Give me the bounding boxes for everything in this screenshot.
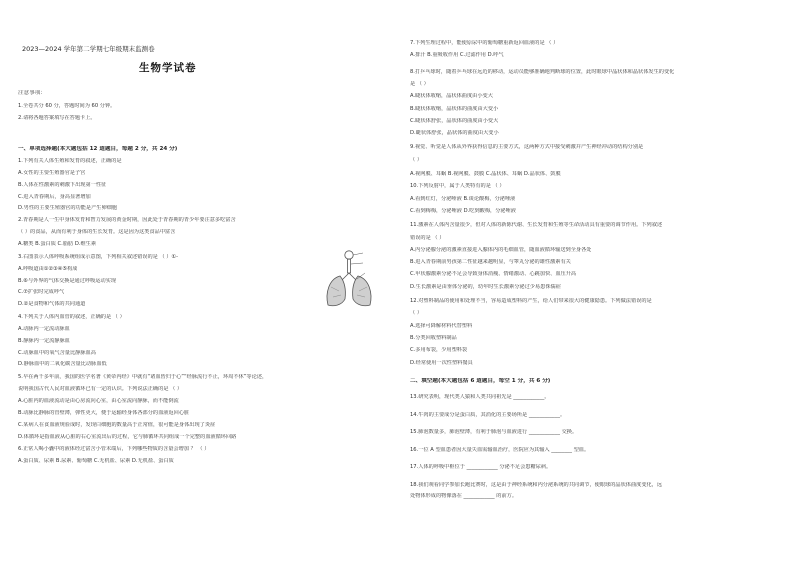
left-question-line-17: D.静脉血中的二氧化碳含量比动脉血低 [18,361,107,368]
notes-heading: 注意事项： [18,90,46,96]
right-question-line-11: 10.下列反射中，属于人类特有的是 （ ） [410,183,505,190]
right-question-line-25: D.经常使用一次性塑料餐具 [410,359,473,366]
left-question-line-9: A.呼吸道由①②③④⑤构成 [18,265,78,272]
right-question-line-13: C.看到梅梅，分泌唾液 D.吃到酸梅，分泌唾液 [410,207,516,214]
left-question-line-4: D.男性的主要生殖器官的功能是产生卵细胞 [18,205,118,212]
fill-question-line-6: 处物体形成的物像落在 ____________ 的前方。 [410,493,518,499]
right-question-line-12: A.看到红灯，分泌唾液 B.谈论酸梅，分泌唾液 [410,195,516,202]
notes-line-1: 1.全卷共分 60 分，答题时间为 60 分钟。 [18,103,116,109]
left-question-line-19: 说明我国古代人民对血液循环已有一定的认识。下列说法正确的是 （ ） [18,386,183,393]
left-question-line-18: 5.早在两千多年前，我国的医学名著《黄帝内经》中就有“诸血皆归于心”“经脉流行不止，环周不休”等论述， [18,374,268,381]
left-question-line-5: 2.青春期是人一生中身体发育和智力发展的黄金时期，因此处于青春期的青少年要注意多吃富含 [18,217,236,224]
right-question-line-3: 是 （ ） [410,80,429,87]
section-2-title: 二、填空题(本大题包括 6 道题目，每空 1 分，共 6 分) [410,378,551,384]
left-question-line-11: C.⑦扩张时完成呼气 [18,289,65,296]
left-question-line-12: D.②是食物和气体的共同通道 [18,301,86,308]
left-question-line-21: B.动脉比静脉的管壁薄，弹性更大，便于运输经身体各部分的血液返回心脏 [18,409,190,416]
right-question-line-24: C.多用布袋，少用塑料袋 [410,347,468,354]
right-question-line-17: B.进入青春期前男孩第二性征越来越明显，与睾丸分泌的雄性激素有关 [410,259,571,266]
right-question-line-8: 9.视觉、听觉是人体从外界获得信息的主要方式，这两种方式中接受刺激并产生神经冲动的结构分别是 [410,144,644,151]
left-question-line-10: B.⑥与外界的气体交换是通过呼吸运动实现 [18,277,117,284]
fill-question-line-4: 17.人体的呼吸中枢位于 ____________ 分泌不足会患糖尿病。 [410,464,552,470]
left-question-line-23: D.体循环是指血液从心脏的右心室流出后的过程，它与肺循环共同组成一个完整的血液循环回路 [18,433,237,440]
right-question-line-10: A.视网膜、耳蜗 B.视网膜、鼓膜 C.晶状体、耳蜗 D.晶状体、鼓膜 [410,171,561,177]
left-question-line-1: A.女性的主要生殖器官是子宫 [18,169,86,176]
right-question-line-16: A.内分泌腺分泌的激素直接进入腺体内的毛细血管，随血液循环输送到全身各处 [410,246,592,253]
exam-title: 生物学试卷 [139,62,197,74]
right-question-line-21: （ ） [410,310,423,317]
right-question-line-23: B.分类回收塑料制品 [410,334,457,341]
fill-question-line-1: 14.牛肉的主要成分是蛋白质，其消化的主要场所是 ____________。 [410,411,566,418]
fill-question-line-5: 18.我们观看同学参加长跑比赛时，这是由于神经系统和内分泌系统的共同调节，使眼球的晶状体曲度变化，远 [410,481,663,488]
fill-question-line-3: 16.一位 A 型血患者因大量失血需输血治疗，医院应为其输入 ________ 型血。 [410,446,590,453]
fill-question-line-0: 13.研究表明，现代类人猿和人类共同祖先是 ____________。 [410,394,550,400]
left-question-line-8: 3.右图表示人体呼吸系统组成示意图，下列相关叙述错误的是 （ ）①- [18,253,179,260]
left-question-line-13: 4.下列关于人体内血管的叙述，正确的是 （ ） [18,314,125,321]
left-question-line-3: C.进入青春期后，身高显著增加 [18,193,91,200]
left-question-line-20: A.心脏内的血液流动是由心房流向心室，由心室流向静脉，而不能倒流 [18,398,179,404]
right-question-line-22: A.选择可降解材料代替塑料 [410,322,473,329]
right-question-line-6: C.睫状体舒张，晶状体的曲度由小变大 [410,117,499,124]
right-question-line-9: （ ） [410,156,423,163]
fill-question-line-2: 15.肺泡数量多，肺泡壁薄，有利于肺泡与血液进行 ____________ 交换。 [410,429,578,435]
left-question-line-2: B.人体在性激素的刺激下出现第一性征 [18,181,107,188]
lungs-diagram-icon [319,249,379,311]
right-question-line-19: D.生长激素是由垂体分泌的，幼年时生长激素分泌过少易患侏儒症 [410,283,561,290]
right-question-line-20: 12.对塑料制品的使用和处理不当，容易造成塑料的产生，给人们带来很大的健康隐患。下列做法错误的是 [410,298,652,304]
right-question-line-18: C.甲状腺激素分泌不足会导致身体消瘦、情绪激动、心跳加快、血压升高 [410,271,577,278]
right-question-line-15: 错误的是 （ ） [410,234,445,241]
left-question-line-16: C.动脉血中的氧气含量比静脉血高 [18,349,96,356]
left-question-line-0: 1.下列有关人体生殖和发育的叙述，正确的是 [18,158,122,164]
right-question-line-0: 7.下列生理过程中，能使原尿中的葡萄糖重新返回血液的是 （ ） [410,40,559,46]
left-question-line-7: A.糖类 B.蛋白质 C.脂肪 D.维生素 [18,240,97,247]
exam-year-line: 2023—2024 学年第二学期七年级期末监测卷 [22,45,155,53]
section-1-title: 一、单项选择题(本大题包括 12 道题目，每题 2 分，共 24 分) [18,146,178,152]
right-question-line-1: A.排汗 B.重吸收作用 C.过滤作用 D.呼气 [410,52,504,59]
right-question-line-14: 11.激素在人体内含量很少，但对人体的新陈代谢、生长发育和生殖等生命活动具有重要的调节作用。下列叙述 [410,222,663,229]
right-question-line-4: A.睫状体收缩，晶状体曲度由小变大 [410,93,493,100]
left-question-line-14: A.动脉内一定流动脉血 [18,325,70,332]
left-question-line-24: 6.正常人喝小囊中的液体经过富含小管末端后，下列哪些物质的含量会增加 ？ （ ） [18,446,210,453]
left-question-line-25: A.蛋白质、尿素 B.尿素、葡萄糖 C.无机盐、尿素 D.无机盐、蛋白质 [18,458,174,465]
right-question-line-2: 8.打乒乓球时，随着乒乓球在远近的移动，运动员能够准确地判断球的位置，此时眼球中晶状体和晶状体发生的变化 [410,68,675,75]
left-question-line-15: B.静脉内一定流静脉血 [18,337,70,344]
notes-line-2: 2.请将各题答案填写在答题卡上。 [18,115,96,121]
left-question-line-22: C.某病人在食血液规验成时，发现白细胞的数量高于正常值，很可能是身体出现了炎症 [18,421,216,428]
left-question-line-6: （ ）的食品，从而有利于身体的生长发育。这是因为这类食品中富含 [18,229,176,236]
right-question-line-5: B.睫状体收缩，晶状体的曲度由大变小 [410,105,499,112]
right-question-line-7: D.睫状体舒张，晶状体的曲度由大变小 [410,130,499,137]
